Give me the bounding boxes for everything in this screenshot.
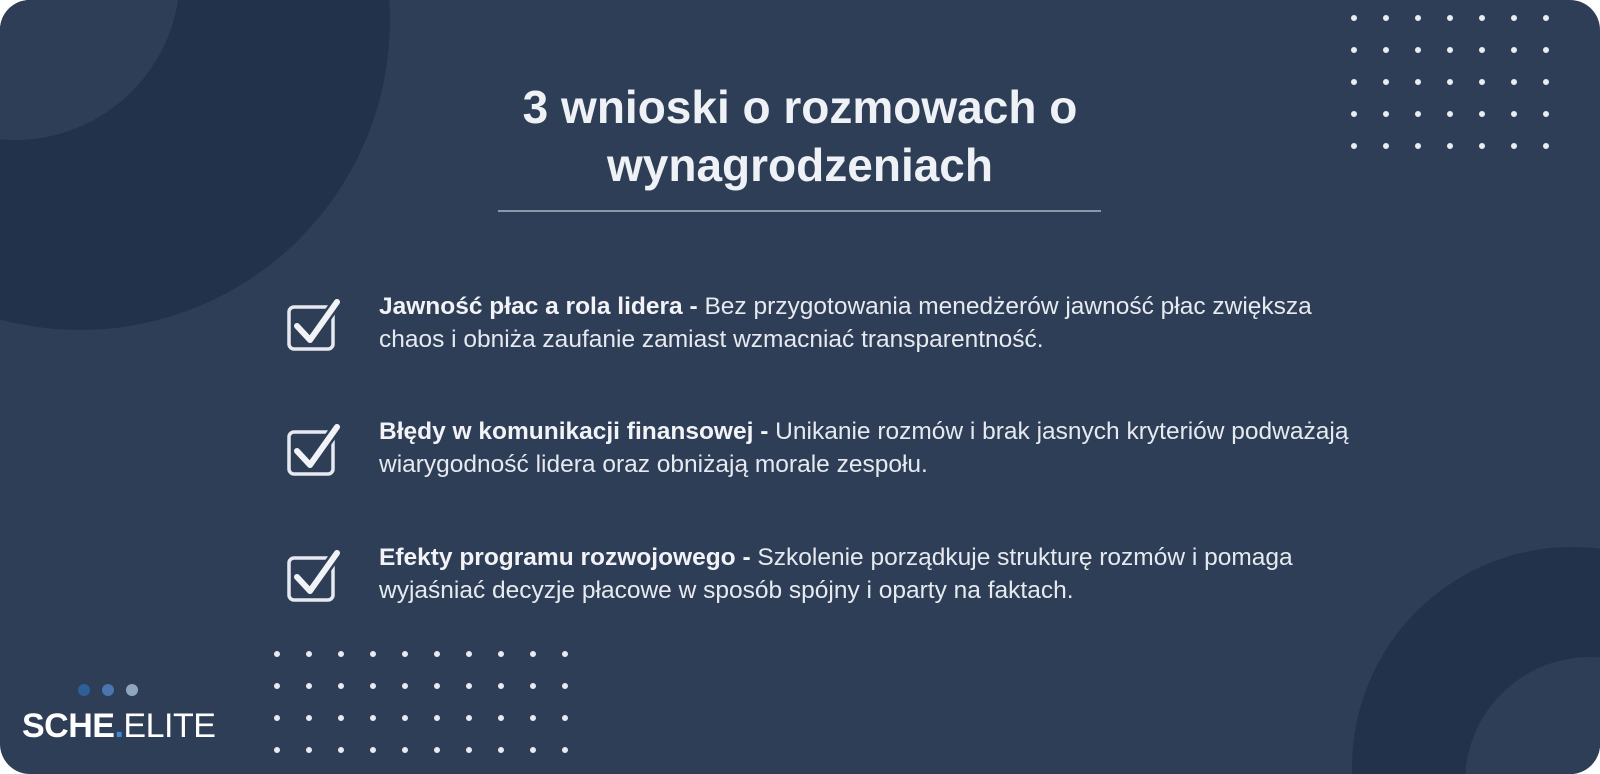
list-item (285, 417, 1385, 487)
decorative-dot (338, 651, 344, 657)
decorative-dot (1447, 79, 1453, 85)
decorative-dot (498, 747, 504, 753)
decorative-dot (466, 715, 472, 721)
list-item (285, 543, 1385, 613)
decorative-dot (1511, 143, 1517, 149)
decorative-dot (530, 651, 536, 657)
decorative-dot (562, 715, 568, 721)
decorative-dot (466, 747, 472, 753)
list-item-heading: Błędy w komunikacji finansowej - (379, 418, 769, 445)
decorative-dot (530, 747, 536, 753)
decorative-dot (1415, 143, 1421, 149)
decorative-dot (1383, 47, 1389, 53)
decorative-dot (1479, 111, 1485, 117)
decorative-dot (530, 715, 536, 721)
decorative-dot (1479, 47, 1485, 53)
decorative-dot (1351, 15, 1357, 21)
decorative-dot (370, 651, 376, 657)
decorative-dot (530, 683, 536, 689)
decorative-dot (434, 651, 440, 657)
page-title-line-1: 3 wnioski o rozmowach o (522, 81, 1078, 133)
decorative-dot (1543, 79, 1549, 85)
page-title (400, 78, 1200, 194)
decorative-dot (498, 651, 504, 657)
decorative-dot (466, 683, 472, 689)
decorative-dot (1415, 79, 1421, 85)
decorative-dot (1383, 15, 1389, 21)
decorative-dot (434, 715, 440, 721)
dot-grid-bottom-left (274, 651, 568, 753)
decorative-dot (338, 683, 344, 689)
logo-part-1: SCHE (22, 707, 115, 745)
decorative-dot (1511, 15, 1517, 21)
checkbox-check-icon (285, 547, 341, 603)
title-divider (498, 210, 1101, 212)
decorative-dot (1351, 111, 1357, 117)
decorative-dot (306, 747, 312, 753)
decorative-dot (402, 747, 408, 753)
decorative-dot (306, 715, 312, 721)
decorative-dot (466, 651, 472, 657)
list-item-body: Bez przygotowania menedżerów jawność płac zwiększa chaos i obniża zaufanie zamiast wzmacniać transparentność. (379, 293, 1312, 353)
decorative-dot (1351, 79, 1357, 85)
checkbox-check-icon (285, 296, 341, 352)
decorative-dot (1415, 15, 1421, 21)
decorative-dot (562, 747, 568, 753)
decorative-dot (1479, 143, 1485, 149)
list-item-heading: Jawność płac a rola lidera - (379, 293, 698, 320)
decorative-dot (1383, 143, 1389, 149)
decorative-dot (1415, 47, 1421, 53)
decorative-dot (402, 715, 408, 721)
decorative-dot (498, 683, 504, 689)
decorative-dot (1479, 79, 1485, 85)
decorative-dot (338, 715, 344, 721)
decorative-dot (562, 683, 568, 689)
decorative-dot (306, 683, 312, 689)
decorative-dot (1447, 47, 1453, 53)
list-item-body: Szkolenie porządkuje strukturę rozmów i pomaga wyjaśniać decyzje płacowe w sposób spójny i oparty na faktach. (379, 544, 1293, 604)
decorative-dot (274, 715, 280, 721)
page-title-line-2: wynagrodzeniach (607, 139, 993, 191)
decorative-dot (1351, 47, 1357, 53)
list-item-text (379, 290, 1379, 356)
checkbox-check-icon (285, 421, 341, 477)
decorative-dot (274, 651, 280, 657)
decorative-dot (1447, 143, 1453, 149)
decorative-dot (1543, 47, 1549, 53)
dot-grid-top-right (1351, 15, 1549, 149)
decorative-dot (338, 747, 344, 753)
decorative-dot (1543, 15, 1549, 21)
decorative-dot (434, 747, 440, 753)
decorative-dot (1383, 79, 1389, 85)
list-item-text (379, 415, 1379, 481)
decorative-dot (1543, 143, 1549, 149)
list-item (285, 292, 1385, 362)
decorative-dot (370, 715, 376, 721)
decorative-dot (402, 683, 408, 689)
decorative-dot (1447, 111, 1453, 117)
brand-logo (22, 684, 252, 754)
logo-wordmark (22, 708, 215, 744)
decorative-dot (274, 683, 280, 689)
decorative-dot (1511, 47, 1517, 53)
decorative-dot (274, 747, 280, 753)
decorative-dot (1351, 143, 1357, 149)
logo-separator: . (114, 707, 124, 745)
decorative-dot (1447, 15, 1453, 21)
decorative-dot (1511, 111, 1517, 117)
decorative-dot (370, 747, 376, 753)
list-item-text (379, 541, 1379, 607)
decorative-dot (306, 651, 312, 657)
decorative-dot (1511, 79, 1517, 85)
decorative-dot (498, 715, 504, 721)
list-item-body: Unikanie rozmów i brak jasnych kryteriów podważają wiarygodność lidera oraz obniżają morale zespołu. (379, 418, 1349, 478)
decorative-dot (562, 651, 568, 657)
decorative-dot (1415, 111, 1421, 117)
list-item-heading: Efekty programu rozwojowego - (379, 544, 751, 571)
decorative-dot (370, 683, 376, 689)
decorative-dot (402, 651, 408, 657)
logo-part-2: ELITE (123, 707, 216, 745)
decorative-dot (1383, 111, 1389, 117)
decorative-dot (1543, 111, 1549, 117)
decorative-dot (1479, 15, 1485, 21)
decorative-dot (434, 683, 440, 689)
